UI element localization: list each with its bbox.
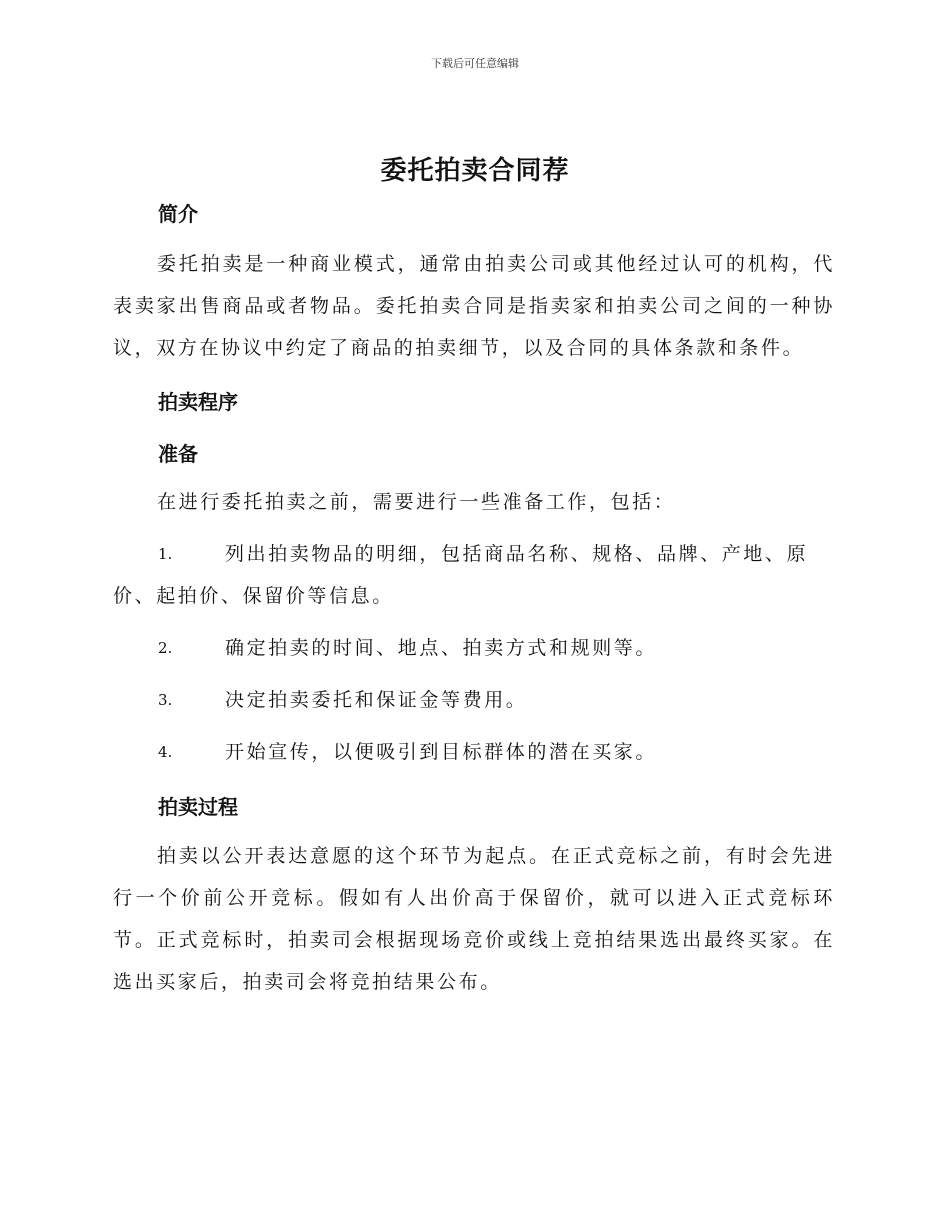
- list-text: 确定拍卖的时间、地点、拍卖方式和规则等。: [225, 637, 658, 659]
- list-text: 开始宣传，以便吸引到目标群体的潜在买家。: [225, 741, 658, 763]
- prep-list-item-1: [113, 533, 835, 617]
- list-number: 4.: [158, 743, 173, 761]
- prep-list-item-2: [113, 627, 835, 669]
- prep-paragraph: 在进行委托拍卖之前，需要进行一些准备工作，包括：: [157, 491, 676, 513]
- prep-heading: 准备: [158, 442, 198, 466]
- intro-heading: 简介: [158, 202, 198, 226]
- header-note: 下载后可任意编辑: [431, 57, 519, 70]
- list-number: 2.: [158, 639, 173, 657]
- document-title: 委托拍卖合同荐: [380, 156, 570, 186]
- prep-list-item-3: [113, 679, 835, 721]
- procedure-heading: 拍卖程序: [158, 390, 238, 414]
- process-paragraph: 拍卖以公开表达意愿的这个环节为起点。在正式竞标之前，有时会先进行一个价前公开竞标。假如有人出价高于保留价，就可以进入正式竞标环节。正式竞标时，拍卖司会根据现场竞价或线上竞拍结果选出最终买家。在选出买家后，拍卖司会将竞拍结果公布。: [113, 845, 835, 993]
- prep-list-item-4: [113, 731, 835, 773]
- list-text: 决定拍卖委托和保证金等费用。: [225, 689, 528, 711]
- intro-paragraph: 委托拍卖是一种商业模式，通常由拍卖公司或其他经过认可的机构，代表卖家出售商品或者物品。委托拍卖合同是指卖家和拍卖公司之间的一种协议，双方在协议中约定了商品的拍卖细节，以及合同的具体条款和条件。: [113, 253, 835, 359]
- list-text: 列出拍卖物品的明细，包括商品名称、规格、品牌、产地、原价、起拍价、保留价等信息。: [113, 543, 809, 607]
- process-heading: 拍卖过程: [158, 795, 238, 819]
- list-number: 3.: [158, 691, 173, 709]
- list-number: 1.: [158, 545, 173, 563]
